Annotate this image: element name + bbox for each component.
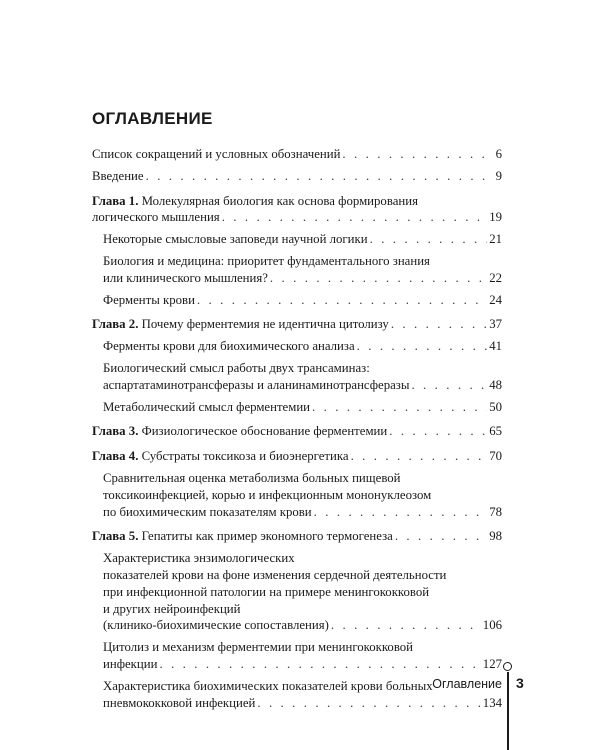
toc-entry-title: Введение xyxy=(92,168,144,183)
chapter-label: Глава 4 xyxy=(92,449,136,464)
dot-leader xyxy=(159,656,480,673)
toc-entry-title: Метаболический смысл ферментемии xyxy=(103,399,311,414)
toc-entry-title: Некоторые смысловые заповеди научной логики xyxy=(103,232,368,247)
chapter-label: Глава 1 xyxy=(92,193,136,208)
toc-page-number: 50 xyxy=(489,399,502,414)
dot-leader xyxy=(312,399,487,416)
toc-entry[interactable] xyxy=(103,550,502,634)
toc-page-number: 19 xyxy=(489,210,502,225)
toc-entry-title: пневмококковой инфекцией xyxy=(103,695,256,710)
toc-page-number: 21 xyxy=(489,232,502,247)
toc-entry-title: Список сокращений и условных обозначений xyxy=(92,147,341,161)
toc-entry-title: Ферменты крови xyxy=(103,292,195,307)
toc-page-number: 37 xyxy=(489,317,502,332)
chapter-label: Глава 3 xyxy=(92,424,136,439)
toc-entry[interactable] xyxy=(92,168,502,185)
toc-page-number: 22 xyxy=(489,270,502,285)
dot-leader xyxy=(197,292,487,309)
dot-leader xyxy=(331,617,481,634)
toc-entry[interactable] xyxy=(103,399,502,416)
toc-entry-title: Гепатиты как пример экономного термогенеза xyxy=(141,529,393,544)
footer-circle-ornament xyxy=(503,662,512,671)
toc-entry-title: Субстраты токсикоза и биоэнергетика xyxy=(141,449,349,464)
toc-entry-title: по биохимическим показателям крови xyxy=(103,504,312,519)
toc-entry-title: Почему ферментемия не идентична цитолизу xyxy=(141,317,389,332)
footer-vertical-rule xyxy=(507,672,509,750)
toc-entry-title: инфекции xyxy=(103,656,158,671)
toc-entry-title: логического мышления xyxy=(92,210,220,225)
toc-page-number: 98 xyxy=(489,529,502,544)
toc-page-number: 70 xyxy=(489,449,502,464)
toc-entry-title-line: Биологический смысл работы двух трансаминаз: xyxy=(103,360,370,375)
toc-entry-title-line: Характеристика биохимических показателей крови больных xyxy=(103,678,433,693)
toc-page-number: 9 xyxy=(495,168,502,183)
running-footer-label: Оглавление xyxy=(432,677,502,691)
toc-page-number: 24 xyxy=(489,292,502,307)
toc-entry-title-line: при инфекционной патологии на примере менингококковой xyxy=(103,584,430,599)
toc-entry[interactable] xyxy=(103,338,502,355)
toc-entry-title-line: Цитолиз и механизм ферментемии при менингококковой xyxy=(103,640,414,655)
toc-entry-title-line: и других нейроинфекций xyxy=(103,601,241,616)
toc-entry[interactable] xyxy=(103,639,502,673)
toc-page-number: 41 xyxy=(489,339,502,354)
dot-leader xyxy=(411,377,487,394)
page-title: ОГЛАВЛЕНИЕ xyxy=(92,109,213,128)
toc-entry-title-line: Характеристика энзимологических xyxy=(103,551,295,566)
toc-chapter-entry[interactable]: Глава 4. Субстраты токсикоза и биоэнергетика . . . 70 xyxy=(92,448,502,465)
dot-leader xyxy=(351,448,488,465)
table-of-contents xyxy=(92,146,502,716)
dot-leader xyxy=(391,316,487,333)
toc-entry-title-line: Молекулярная биология как основа формирования xyxy=(141,193,418,208)
toc-entry[interactable] xyxy=(103,292,502,309)
toc-page-number: 48 xyxy=(489,377,502,392)
dot-leader xyxy=(146,168,494,185)
chapter-label: Глава 5 xyxy=(92,529,136,544)
dot-leader xyxy=(357,338,488,355)
toc-page-number: 134 xyxy=(482,695,502,710)
toc-page-number: 106 xyxy=(482,618,502,633)
dot-leader xyxy=(395,528,487,545)
toc-chapter-entry[interactable]: Глава 1. Молекулярная биология как основа формирования логического мышления . . . 19 xyxy=(92,193,502,227)
toc-entry-title: Ферменты крови для биохимического анализа xyxy=(103,339,355,354)
toc-entry[interactable] xyxy=(92,146,502,163)
toc-page-number: 6 xyxy=(495,147,502,161)
toc-entry-title-line: токсикоинфекцией, корью и инфекционным мононуклеозом xyxy=(103,487,432,502)
toc-chapter-entry[interactable]: Глава 3. Физиологическое обоснование ферментемии . . . 65 xyxy=(92,423,502,440)
dot-leader xyxy=(314,504,488,521)
page-number: 3 xyxy=(516,675,524,691)
toc-entry[interactable] xyxy=(103,470,502,520)
toc-entry-title-line: Биология и медицина: приоритет фундаментального знания xyxy=(103,253,430,268)
toc-page-number: 78 xyxy=(489,504,502,519)
chapter-label: Глава 2 xyxy=(92,317,136,332)
toc-entry[interactable] xyxy=(103,231,502,248)
dot-leader xyxy=(222,209,488,226)
toc-entry[interactable] xyxy=(103,253,502,287)
toc-entry-title-line: показателей крови на фоне изменения сердечной деятельности xyxy=(103,567,447,582)
toc-chapter-entry[interactable]: Глава 2. Почему ферментемия не идентична цитолизу . . . 37 xyxy=(92,316,502,333)
dot-leader xyxy=(370,231,488,248)
toc-page-number: 65 xyxy=(489,424,502,439)
dot-leader xyxy=(389,423,487,440)
toc-entry-title: (клинико-биохимические сопоставления) xyxy=(103,618,329,633)
dot-leader xyxy=(270,270,487,287)
toc-entry[interactable] xyxy=(103,360,502,394)
toc-entry-title-line: Сравнительная оценка метаболизма больных пищевой xyxy=(103,470,401,485)
dot-leader xyxy=(257,695,480,712)
toc-entry-title: аспартатаминотрансферазы и аланинаминотрансферазы xyxy=(103,377,410,392)
toc-page-number: 127 xyxy=(482,656,502,671)
toc-chapter-entry[interactable]: Глава 5. Гепатиты как пример экономного термогенеза . . . 98 xyxy=(92,528,502,545)
toc-entry-title: Физиологическое обоснование ферментемии xyxy=(141,424,388,439)
dot-leader xyxy=(342,146,493,163)
toc-entry-title: или клинического мышления? xyxy=(103,270,268,285)
